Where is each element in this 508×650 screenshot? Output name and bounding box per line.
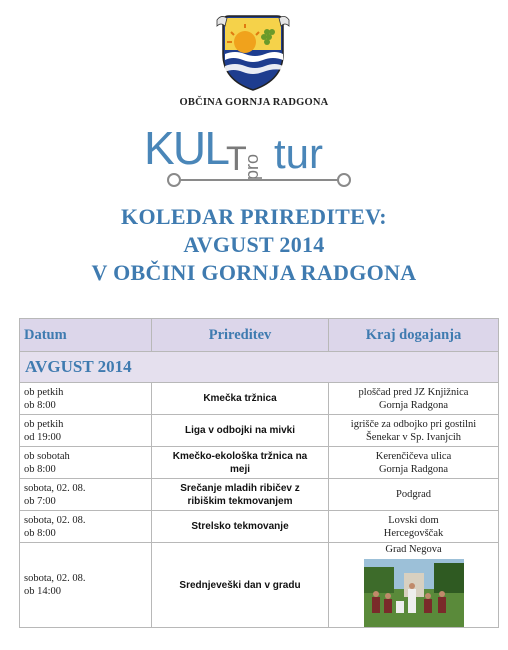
event-place xyxy=(329,479,499,511)
title-line-1: KOLEDAR PRIREDITEV: xyxy=(121,204,387,229)
event-date-line: ob 7:00 xyxy=(24,495,56,507)
event-date-line: ob petkih xyxy=(24,418,64,430)
event-name xyxy=(152,479,329,511)
municipality-crest xyxy=(215,12,291,92)
event-name-line: Strelsko tekmovanje xyxy=(191,521,289,532)
event-name-line: Kmečka tržnica xyxy=(203,393,277,404)
event-name-line: Srečanje mladih ribičev z xyxy=(180,482,300,494)
event-date-line: ob 14:00 xyxy=(24,586,62,597)
month-row xyxy=(20,352,499,383)
event-place-line: Podgrad xyxy=(396,489,431,500)
table-row xyxy=(20,543,499,628)
event-place-line: igrišče za odbojko pri gostilni xyxy=(350,418,477,430)
event-name-line: Liga v odbojki na mivki xyxy=(184,425,296,436)
event-date xyxy=(20,383,152,415)
event-place-line: Kerenčičeva ulica xyxy=(375,450,452,462)
table-row xyxy=(20,479,499,511)
event-place xyxy=(329,383,499,415)
logo-tur: tur xyxy=(274,130,324,177)
event-name-line: ribiškim tekmovanjem xyxy=(187,495,293,507)
table-row xyxy=(20,415,499,447)
event-date-line: ob 8:00 xyxy=(24,463,56,475)
kultprotur-logo xyxy=(140,118,368,196)
table-row xyxy=(20,383,499,415)
event-date-line: ob 8:00 xyxy=(24,399,56,411)
medieval-day-photo xyxy=(364,559,464,627)
month-label: AVGUST 2014 xyxy=(20,352,499,383)
event-name xyxy=(152,447,329,479)
event-date-line: sobota, 02. 08. xyxy=(24,573,86,584)
event-date xyxy=(20,415,152,447)
event-date-line: sobota, 02. 08. xyxy=(24,482,86,494)
events-table xyxy=(19,318,499,628)
event-place-line: Grad Negova xyxy=(385,544,442,555)
table-row xyxy=(20,511,499,543)
event-name xyxy=(152,415,329,447)
logo-kul: KUL xyxy=(144,122,230,174)
event-name-line: meji xyxy=(229,463,250,475)
table-row xyxy=(20,447,499,479)
event-date-line: ob sobotah xyxy=(24,450,70,462)
event-place-line: Gornja Radgona xyxy=(378,399,449,411)
event-place xyxy=(329,447,499,479)
event-date xyxy=(20,447,152,479)
event-date-line: od 19:00 xyxy=(24,431,62,443)
event-name-line: Srednjeveški dan v gradu xyxy=(179,579,301,591)
event-place xyxy=(329,511,499,543)
event-place xyxy=(329,415,499,447)
event-name-line: Kmečko-ekološka tržnica na xyxy=(172,450,308,462)
event-date-line: ob petkih xyxy=(24,386,64,398)
title-line-2: AVGUST 2014 xyxy=(183,232,325,257)
event-date-line: sobota, 02. 08. xyxy=(24,514,86,526)
logo-t: T xyxy=(226,140,247,178)
logo-pro: pro xyxy=(242,153,262,180)
event-date xyxy=(20,511,152,543)
event-place-line: ploščad pred JZ Knjižnica xyxy=(358,386,469,398)
event-place-line: Lovski dom xyxy=(388,514,439,526)
table-header xyxy=(20,319,499,352)
municipality-name: OBČINA GORNJA RADGONA xyxy=(179,97,329,108)
event-place-line: Šenekar v Sp. Ivanjcih xyxy=(365,431,462,443)
column-header-date: Datum xyxy=(20,319,152,352)
event-name xyxy=(152,543,329,628)
event-place-line: Gornja Radgona xyxy=(378,463,449,475)
title-line-3: V OBČINI GORNJA RADGONA xyxy=(91,260,417,285)
event-date-line: ob 8:00 xyxy=(24,527,56,539)
event-place xyxy=(329,543,499,628)
event-name xyxy=(152,383,329,415)
event-date xyxy=(20,543,152,628)
event-place-line: Hercegovščak xyxy=(383,527,444,539)
event-date xyxy=(20,479,152,511)
event-name xyxy=(152,511,329,543)
column-header-place: Kraj dogajanja xyxy=(329,319,499,352)
column-header-event: Prireditev xyxy=(152,319,329,352)
